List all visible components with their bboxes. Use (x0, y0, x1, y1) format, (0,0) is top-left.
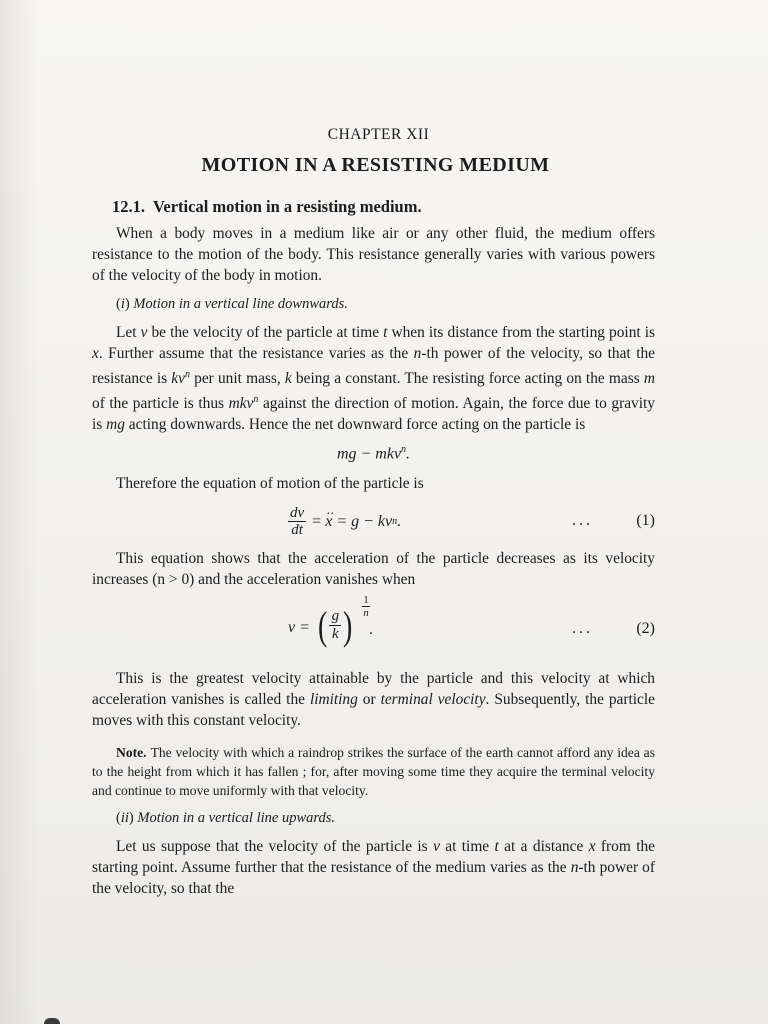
g-over-k-fraction (329, 608, 341, 643)
text-span: This is the greatest velocity attainable by the particle and this velocity at which acceleration vanishes is called the (92, 669, 655, 708)
fraction-denominator: dt (291, 522, 303, 539)
parenthesized-fraction (316, 604, 355, 648)
expression-end: . (406, 445, 411, 463)
symbol-k: k (284, 370, 292, 388)
symbol-kv: kv (171, 370, 185, 388)
symbol-n: n (570, 858, 579, 876)
subsection-ii-heading (116, 810, 655, 827)
equation-2 (92, 593, 655, 660)
terminal-velocity-paragraph (92, 668, 655, 731)
text-span: acting downwards. Hence the net downward force acting on the particle is (124, 416, 586, 434)
symbol-t: t (494, 837, 499, 855)
chapter-title: MOTION IN A RESISTING MEDIUM (201, 154, 550, 176)
page-gutter-shadow (0, 0, 40, 1024)
superscript-n: n (253, 394, 259, 406)
superscript-n: n (184, 369, 190, 380)
subsection-ii-roman: ii (120, 809, 129, 826)
symbol-x: x (588, 837, 596, 855)
text-span: or (357, 690, 381, 708)
intro-paragraph: When a body moves in a medium like air or any other fluid, the medium offers resistance to the motion of the body. This resistance generally varies with various powers of the velocity of the body in motion. (92, 225, 655, 284)
equation-1-rhs: = g − kv (332, 512, 393, 530)
fraction-numerator: dv (290, 505, 305, 522)
superscript-n: n (401, 444, 407, 456)
exponent-numerator: 1 (363, 593, 369, 606)
paragraph-upward-setup (92, 836, 655, 899)
subsection-ii-number: (ii) (116, 809, 134, 826)
left-paren: ( (317, 602, 328, 648)
text-span: -th power of the velocity, so that the resistance is (92, 345, 655, 388)
section-number: 12.1. (112, 197, 145, 216)
text-span: at a distance (498, 837, 589, 855)
right-paren: ) (343, 602, 353, 648)
equation-2-lhs: v = (288, 618, 310, 636)
text-span: against the direction of motion. Again, the force due to gravity is (92, 395, 655, 434)
exponent-denominator: n (363, 606, 369, 619)
equation-leader-dots: ... (572, 511, 593, 529)
net-force-text: mg − mkv (336, 445, 402, 463)
symbol-v: v (433, 837, 440, 855)
symbol-n: n (413, 345, 422, 362)
section-title: Vertical motion in a resisting medium. (153, 197, 422, 216)
acceleration-paragraph: This equation shows that the acceleration of the particle decreases as its velocity increases (n > 0) and the acceleration vanishes when (92, 549, 655, 588)
text-span: . Further assume that the resistance varies as the (98, 345, 414, 362)
subsection-ii-title: Motion in a vertical line upwards. (137, 809, 335, 826)
text-span: being a constant. The resisting force acting on the mass (291, 370, 644, 388)
fraction-denominator: k (331, 626, 339, 643)
note-label: Note. (116, 744, 147, 760)
paragraph-downward-setup (92, 322, 655, 435)
equation-1 (92, 502, 655, 542)
equals-sign: = (308, 512, 326, 530)
finger-edge (44, 1018, 60, 1024)
text-span: Let us suppose that the velocity of the particle is (116, 837, 434, 855)
term-limiting: limiting (309, 690, 358, 708)
symbol-v: v (140, 324, 148, 341)
term-terminal-velocity: terminal velocity (380, 690, 486, 708)
section-heading (112, 197, 655, 217)
subsection-i-heading (116, 296, 655, 313)
subsection-i-title: Motion in a vertical line downwards. (133, 296, 348, 312)
text-span: . Subsequently, the particle moves with this constant velocity. (92, 690, 655, 729)
equation-1-number: (1) (636, 511, 655, 529)
equation-leader-dots: ... (572, 619, 593, 637)
text-span: when its distance from the starting point is (387, 324, 656, 341)
subsection-i-roman: i (120, 296, 125, 312)
text-span: at time (439, 837, 495, 855)
chapter-label: CHAPTER XII (327, 126, 430, 143)
text-span: -th power of the velocity, so that the (92, 858, 656, 897)
equation-intro-paragraph: Therefore the equation of motion of the particle is (116, 474, 424, 492)
fraction-numerator: g (331, 608, 340, 625)
x-double-dot: ‥ x (325, 513, 332, 531)
equation-end: . (369, 620, 373, 638)
text-span: from the starting point. Assume further that the resistance of the medium varies as the (92, 837, 656, 876)
derivative-fraction (288, 505, 306, 538)
text-span: per unit mass, (189, 370, 285, 388)
symbol-mg: mg (106, 416, 125, 434)
text-span: of the particle is thus (92, 395, 229, 413)
superscript-n: n (392, 516, 398, 528)
page-content (92, 126, 655, 899)
symbol-mkv: mkv (228, 395, 254, 413)
symbol-m: m (643, 370, 655, 388)
equation-1-body (288, 502, 401, 542)
note-text: The velocity with which a raindrop strikes the surface of the earth cannot afford any idea as to the height from which it has fallen ; for, after moving some time they acquire the terminal velocity and continue to move uniformly with that velocity. (92, 744, 655, 798)
equation-end: . (397, 512, 402, 530)
text-span: Let (116, 324, 141, 341)
subsection-i-number: (i) (116, 296, 130, 312)
net-force-expression (92, 444, 655, 463)
text-span: be the velocity of the particle at time (147, 324, 384, 341)
exponent-one-over-n (362, 594, 370, 619)
note-paragraph (92, 743, 655, 800)
symbol-t: t (383, 324, 388, 341)
equation-2-number: (2) (636, 619, 655, 637)
symbol-x: x (92, 345, 99, 362)
